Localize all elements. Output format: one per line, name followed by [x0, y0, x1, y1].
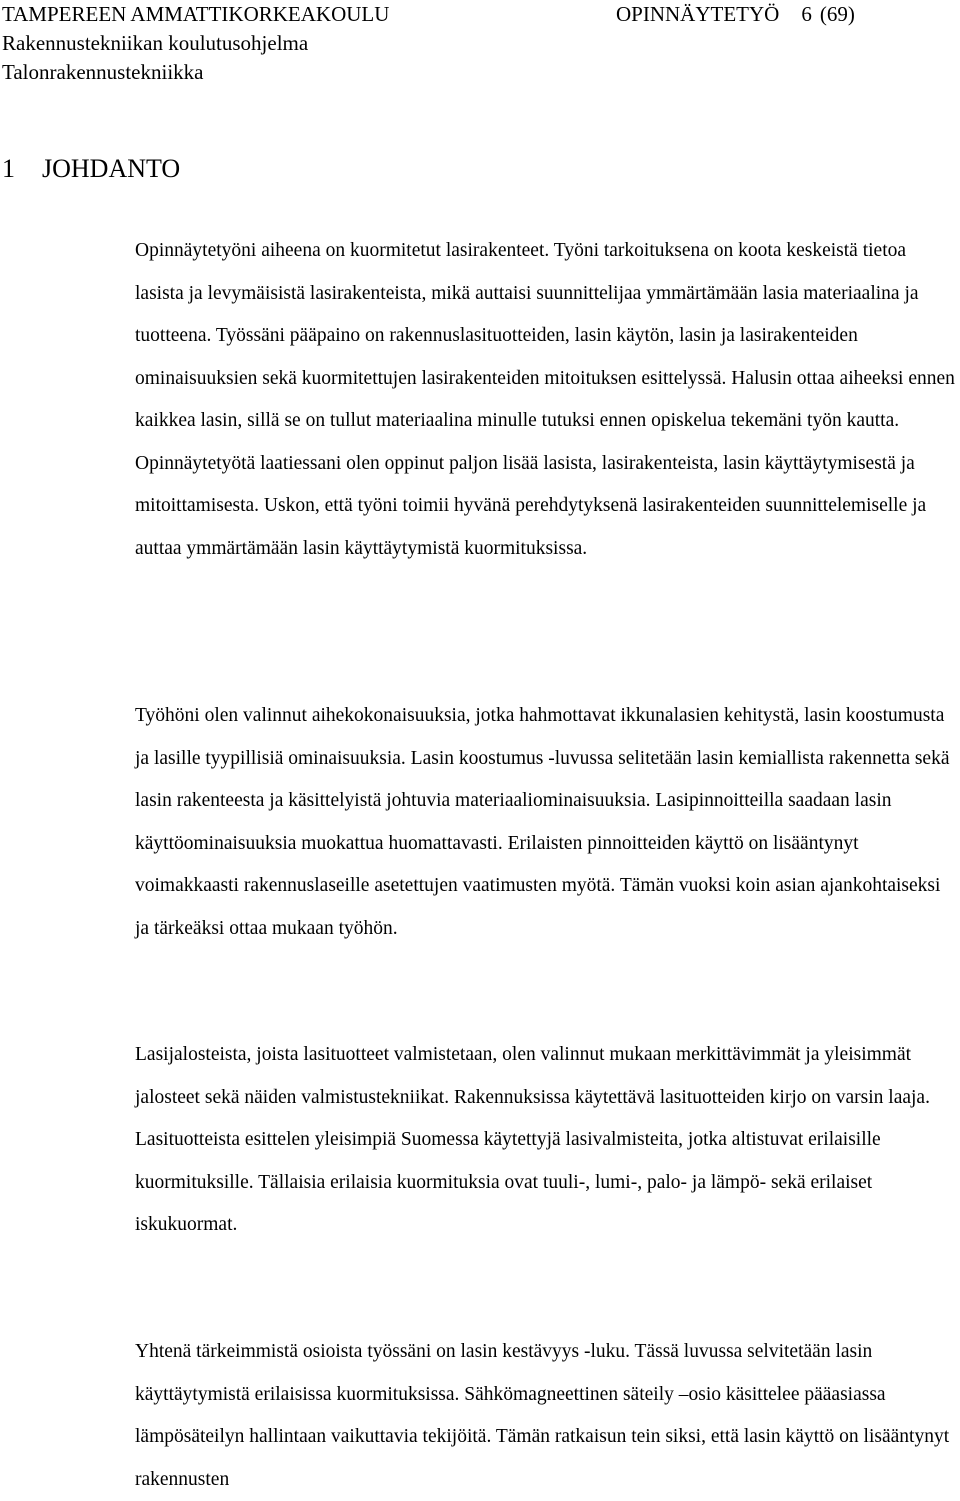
paragraph-3: [135, 1034, 957, 1247]
header-row-3: [2, 58, 952, 87]
header-row-2: [2, 29, 952, 58]
page-header: [2, 0, 952, 87]
page-total: (69): [819, 2, 855, 26]
specialisation: Talonrakennustekniikka: [2, 60, 204, 84]
paragraph-4: [135, 1331, 957, 1501]
degree-programme: Rakennustekniikan koulutusohjelma: [2, 31, 309, 55]
chapter-number: 1: [2, 154, 15, 183]
paragraph-text: Työhöni olen valinnut aihekokonaisuuksia, jotka hahmottavat ikkunalasien kehitystä, lasin koostumusta ja lasille tyypillisiä ominaisuuksia. Lasin koostumus -luvussa selitetään lasin kemiallista rakennetta sekä lasin rakenteesta ja käsittelyistä johtuvia materiaaliominaisuuksia. Lasipinnoitteilla saadaan lasin käyttöominaisuuksia muokattua huomattavasti. Erilaisten pinnoitteiden käyttö on lisääntynyt voimakkaasti rakennuslaseille asetettujen vaatimusten myötä. Tämän vuoksi koin asian ajankohtaiseksi ja tärkeäksi ottaa mukaan työhön.: [135, 705, 950, 939]
paragraph-1: [135, 230, 957, 570]
paragraph-2: [135, 695, 957, 950]
chapter-title: JOHDANTO: [42, 154, 181, 183]
institution-name: TAMPEREEN AMMATTIKORKEAKOULU: [2, 2, 390, 26]
header-right: [616, 0, 855, 29]
page-number: 6: [801, 2, 812, 26]
paragraph-text: Yhtenä tärkeimmistä osioista työssäni on lasin kestävyys -luku. Tässä luvussa selvitetään lasin käyttäytymistä erilaisissa kuormituksissa. Sähkömagneettinen säteily –osio käsittelee pääasiassa lämpösäteilyn hallintaan vaikuttavia tekijöitä. Tämän ratkaisun tein siksi, että lasin käyttö on lisääntynyt rakennusten: [135, 1341, 950, 1490]
document-type: OPINNÄYTETYÖ: [616, 2, 780, 26]
paragraph-text: Lasijalosteista, joista lasituotteet valmistetaan, olen valinnut mukaan merkittävimmät ja yleisimmät jalosteet sekä näiden valmistustekniikat. Rakennuksissa käytettävä lasituotteiden kirjo on varsin laaja. Lasituotteista esittelen yleisimpiä Suomessa käytettyjä lasivalmisteita, jotka altistuvat erilaisille kuormituksille. Tällaisia erilaisia kuormituksia ovat tuuli-, lumi-, palo- ja lämpö- sekä erilaiset iskukuormat.: [135, 1044, 930, 1235]
paragraph-text: Opinnäytetyöni aiheena on kuormitetut lasirakenteet. Työni tarkoituksena on koota keskeistä tietoa lasista ja levymäisistä lasirakenteista, mikä auttaisi suunnittelijaa ymmärtämään lasia materiaalina ja tuotteena. Työssäni pääpaino on rakennuslasituotteiden, lasin käytön, lasin ja lasirakenteiden ominaisuuksien sekä kuormitettujen lasirakenteiden mitoituksen esittelyssä. Halusin ottaa aiheeksi ennen kaikkea lasin, sillä se on tullut materiaalina minulle tutuksi ennen opiskelua tekemäni työn kautta. Opinnäytetyötä laatiessani olen oppinut paljon lisää lasista, lasirakenteista, lasin käyttäytymisestä ja mitoittamisesta. Uskon, että työni toimii hyvänä perehdytyksenä lasirakenteiden suunnittelemiselle ja auttaa ymmärtämään lasin käyttäytymistä kuormituksissa.: [135, 240, 955, 559]
header-row-1: [2, 0, 952, 29]
chapter-heading: [2, 152, 180, 186]
